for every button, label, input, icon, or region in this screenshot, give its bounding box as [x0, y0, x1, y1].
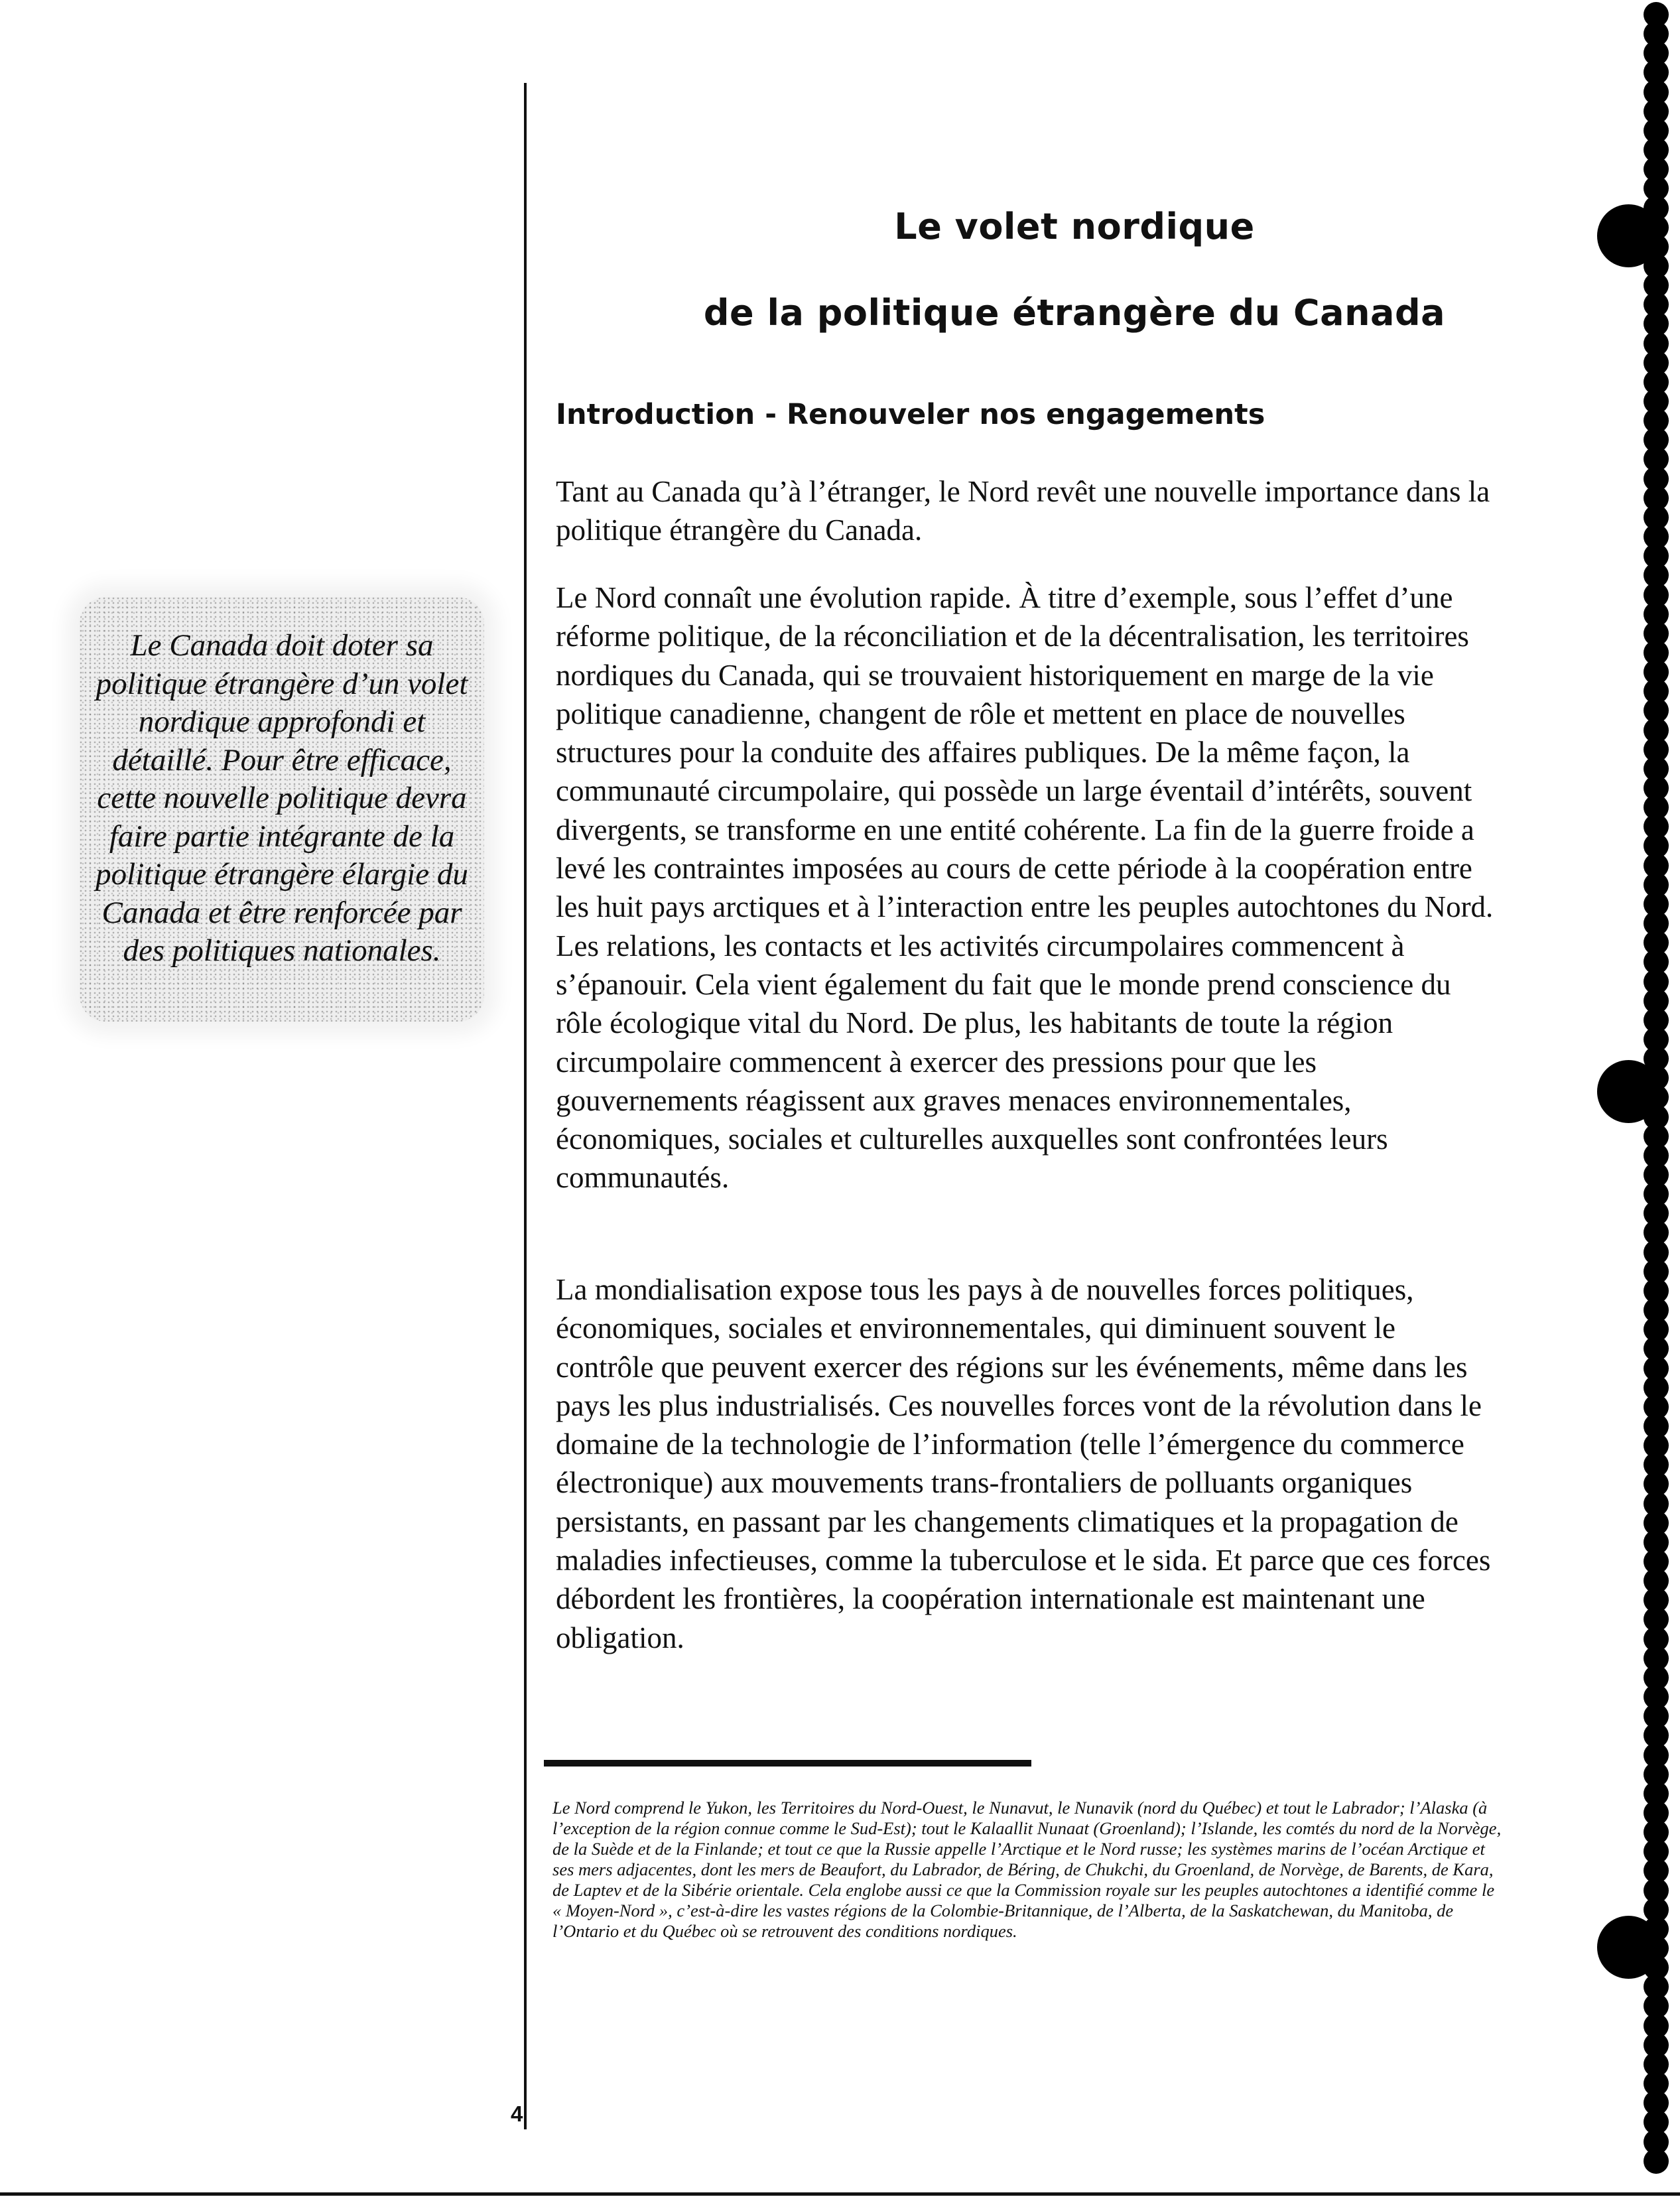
body-paragraph-2: Le Nord connaît une évolution rapide. À titre d’exemple, sous l’effet d’une réforme politique, de la réconciliation et de la décentralisation, les territoires nordiques du Canada, qui se trouvaient historiquement en marge de la vie politique canadienne, changent de rôle et mettent en place de nouvelles structures pour la conduite des affaires publiques. De la même façon, la communauté circumpolaire, qui possède un large éventail d’intérêts, souvent divergents, se transforme en une entité cohérente. La fin de la guerre froide a levé les contraintes imposées au cours de cette période à la coopération entre les huit pays arctiques et à l’interaction entre les peuples autochtones du Nord. Les relations, les contacts et les activités circumpolaires commencent à s’épanouir. Cela vient également du fait que le monde prend conscience du rôle écologique vital du Nord. De plus, les habitants de toute la région circumpolaire commencent à exercer des pressions pour que les gouvernements réagissent aux graves menaces environnementales, économiques, sociales et culturelles auxquelles sont confrontées leurs communautés.: [556, 581, 1494, 1195]
pullquote-text: Le Canada doit doter sa politique étrangère d’un volet nordique approfondi et détaillé. Pour être efficace, cette nouvelle politique devra faire partie intégrante de la politique étrangère élargie du Canada et être renforcée par des politiques nationales.: [96, 628, 468, 968]
footnote-rule: [544, 1760, 1031, 1767]
body-paragraph-1: Tant au Canada qu’à l’étranger, le Nord revêt une nouvelle importance dans la politique étrangère du Canada.: [556, 475, 1490, 547]
page-title-line-1: Le volet nordique: [894, 206, 1255, 247]
body-paragraph-3: La mondialisation expose tous les pays à de nouvelles forces politiques, économiques, sociales et environnementales, qui diminuent souvent le contrôle que peuvent exercer des régions sur les événements, même dans les pays les plus industrialisés. Ces nouvelles forces vont de la révolution dans le domaine de la technologie de l’information (telle l’émergence du commerce électronique) aux mouvements trans-frontaliers de polluants organiques persistants, en passant par les changements climatiques et la propagation de maladies infectieuses, comme la tuberculose et le sida. Et parce que ces forces débordent les frontières, la coopération internationale est maintenant une obligation.: [556, 1273, 1491, 1654]
binding-ring: [1597, 1060, 1660, 1123]
margin-vertical-rule: [524, 83, 527, 2129]
binding-hole: [1644, 2149, 1669, 2174]
section-heading: Introduction - Renouveler nos engagements: [556, 398, 1265, 431]
binding-ring: [1597, 204, 1660, 267]
page-number: 4: [511, 2102, 523, 2126]
page-title-line-2: de la politique étrangère du Canada: [703, 292, 1446, 334]
footnote: Le Nord comprend le Yukon, les Territoires du Nord-Ouest, le Nunavut, le Nunavik (nord du Québec) et tout le Labrador; l’Alaska (à l’exception de la région connue comme le Sud-Est); tout le Kalaallit Nunaat (Groenland); l’Islande, les comtés du nord de la Norvège, de la Suède et de la Finlande; et tout ce que la Russie appelle l’Arctique et le Nord russe; les systèmes marins de l’océan Arctique et ses mers adjacentes, dont les mers de Beaufort, du Labrador, de Béring, de Chukchi, du Groenland, de Norvège, de Barents, de Kara, de Laptev et de la Sibérie orientale. Cela englobe aussi ce que la Commission royale sur les peuples autochtones a identifié comme le « Moyen-Nord », c’est-à-dire les vastes régions de la Colombie-Britannique, de l’Alberta, de la Saskatchewan, du Manitoba, de l’Ontario et du Québec où se retrouvent des conditions nordiques.: [552, 1798, 1502, 1941]
binding-ring: [1597, 1916, 1660, 1979]
page-bottom-edge: [0, 2192, 1680, 2196]
